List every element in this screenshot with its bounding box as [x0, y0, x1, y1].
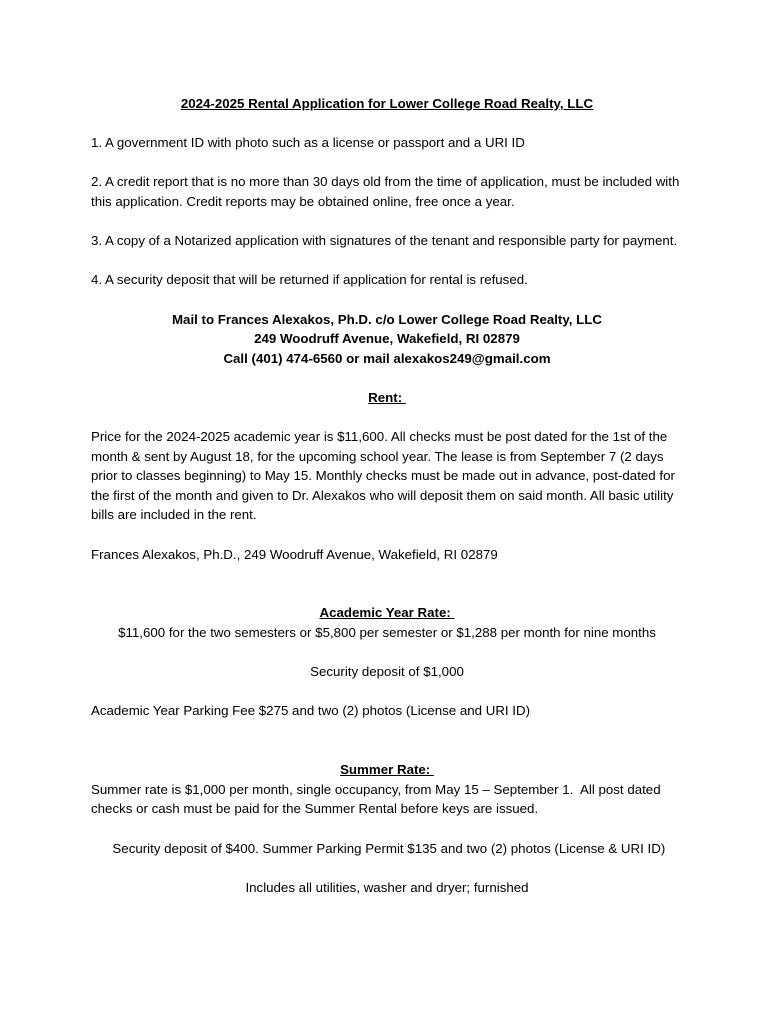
requirement-4: 4. A security deposit that will be returned if application for rental is refused.: [91, 272, 528, 288]
mailing-line-1: Mail to Frances Alexakos, Ph.D. c/o Lower College Road Realty, LLC: [171, 311, 603, 327]
document-title: 2024-2025 Rental Application for Lower College Road Realty, LLC: [180, 96, 594, 111]
summer-paragraph: Summer rate is $1,000 per month, single occupancy, from May 15 – September 1. All post dated checks or cash must be paid for the Summer Rental before keys are issued.: [91, 781, 665, 817]
requirement-2: 2. A credit report that is no more than 30 days old from the time of application, must be included with this application. Credit reports may be obtained online, free once a year.: [91, 174, 680, 209]
academic-parking: Academic Year Parking Fee $275 and two (2) photos (License and URI ID): [91, 703, 531, 719]
mailing-line-2: 249 Woodruff Avenue, Wakefield, RI 02879: [254, 331, 520, 347]
summer-includes: Includes all utilities, washer and dryer; furnished: [245, 879, 529, 895]
summer-deposit: Security deposit of $400. Summer Parking Permit $135 and two (2) photos (License & URI ID): [108, 840, 666, 856]
academic-heading: Academic Year Rate:: [319, 605, 455, 621]
requirement-1: 1. A government ID with photo such as a license or passport and a URI ID: [91, 135, 525, 151]
rent-address: Frances Alexakos, Ph.D., 249 Woodruff Avenue, Wakefield, RI 02879: [91, 546, 498, 562]
requirement-3: 3. A copy of a Notarized application with signatures of the tenant and responsible party for payment.: [91, 233, 678, 249]
summer-heading: Summer Rate:: [340, 762, 434, 778]
mailing-line-3: Call (401) 474-6560 or mail alexakos249@gmail.com: [223, 350, 551, 366]
rent-paragraph: Price for the 2024-2025 academic year is $11,600. All checks must be post dated for the 1st of the month & sent by August 18, for the upcoming school year. The lease is from September 7 (2 days prior to classes beginning) to May 15. Monthly checks must be made out in advance, post-dated for the first of the month and given to Dr. Alexakos who will deposit them on said month. All basic utility bills are included in the rent.: [91, 429, 675, 523]
academic-rate: $11,600 for the two semesters or $5,800 per semester or $1,288 per month for nine months: [118, 625, 656, 641]
rent-heading: Rent:: [368, 389, 406, 405]
academic-deposit: Security deposit of $1,000: [310, 664, 464, 680]
document-page: [91, 94, 683, 897]
